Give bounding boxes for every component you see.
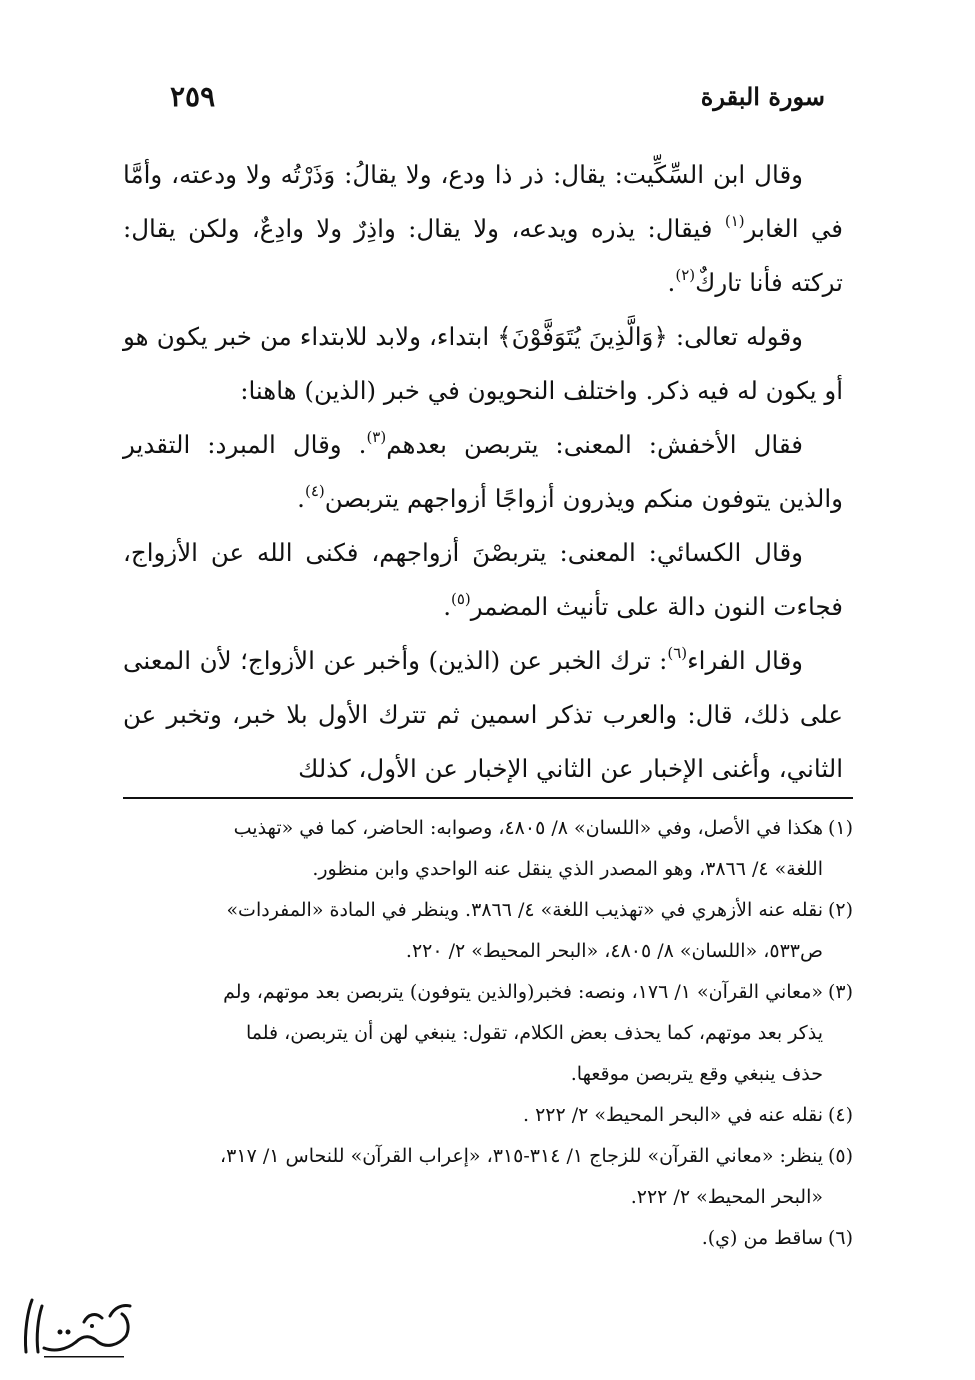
page-header (170, 82, 825, 122)
footnote-ref[interactable]: (٦) (667, 643, 688, 662)
text-line: فجاءت النون دالة على تأنيث المضمر (470, 592, 843, 621)
text-line: وأمَّا في الغابر (123, 160, 843, 243)
text-line: وقوله تعالى: ﴿وَالَّذِينَ يُتَوَفَّوْنَ﴾ ابتداء، ولابد للابتداء من خبر يكون (156, 322, 803, 351)
text-line: فقال الأخفش: المعنى: يتربصن بعدهم (386, 430, 803, 459)
footnote-text: «معاني القرآن» ١/ ١٧٦، ونصه: فخبر(والذين يتوفون) يتربصن بعد موتهم، ولم (223, 981, 823, 1003)
footnote-ref[interactable]: (٢) (675, 265, 696, 284)
text-line: : ترك الخبر عن (الذين) وأخبر عن الأزواج؛ لأن (199, 646, 668, 675)
text-line: . (667, 268, 676, 297)
footnote-text: ساقط من (ي). (701, 1227, 823, 1249)
footnote-3 (123, 972, 853, 1095)
paragraph-5 (123, 634, 843, 796)
footnote-divider (123, 797, 853, 799)
footnote-text: ص٥٣٣، «اللسان» ٨/ ٤٨٠٥، «البحر المحيط» ٢/ ٢٢٠. (405, 940, 823, 962)
footnote-text: اللغة» ٤/ ٣٨٦٦، وهو المصدر الذي ينقل عنه الواحدي وابن منظور. (312, 858, 823, 880)
footnote-1 (123, 808, 853, 890)
text-line: فيقال: يذره ويدعه، ولا يقال: واذِرٌ ولا وادِعٌ، ولكن (188, 214, 725, 243)
paragraph-3 (123, 418, 843, 526)
footnote-ref[interactable]: (١) (724, 211, 745, 230)
footnote-number: (٣) (827, 981, 853, 1003)
footnote-number: (٦) (827, 1227, 853, 1249)
footnote-text: حذف ينبغي وقع يتربصن موقعها. (570, 1063, 823, 1085)
paragraph-1 (123, 148, 843, 310)
text-line: هو أو يكون له فيه ذكر. واختلف النحويون في خبر (الذين) هاهنا: (123, 322, 843, 405)
footnote-2 (123, 890, 853, 972)
text-line: . (443, 592, 451, 621)
footnotes (123, 808, 853, 1259)
footnote-text: «البحر المحيط» ٢/ ٢٢٢. (630, 1186, 823, 1208)
paragraph-2 (123, 310, 843, 418)
almustafa-logo-icon (14, 1292, 144, 1362)
text-line: المعنى على ذلك، قال: والعرب تذكر اسمين ثم تترك الأول بلا خبر، (123, 646, 844, 729)
footnote-text: هكذا في الأصل، وفي «اللسان» ٨/ ٤٨٠٥، وصوابه: الحاضر، كما في «تهذيب (233, 817, 823, 839)
surah-name: سورة البقرة (700, 82, 825, 111)
text-line: وتخبر عن الثاني، وأغنى الإخبار عن الثاني الإخبار عن الأول، كذلك (123, 700, 843, 783)
paragraph-4 (123, 526, 843, 634)
footnote-4 (123, 1095, 853, 1136)
text-line: والذين يتوفون منكم ويذرون أزواجًا أزواجهم يتربصن (324, 484, 843, 513)
text-line: وقال الفراء (687, 646, 804, 675)
footnote-ref[interactable]: (٣) (366, 427, 387, 446)
footnote-number: (٥) (827, 1145, 853, 1167)
footnote-text: نقله عنه في «البحر المحيط» ٢/ ٢٢٢ . (522, 1104, 823, 1126)
footnote-text: يذكر بعد موتهم، كما يحذف بعض الكلام، تقول: ينبغي لهن أن يتربصن، فلما (245, 1022, 823, 1044)
footnote-ref[interactable]: (٥) (451, 589, 471, 608)
text-line: وقال الكسائي: المعنى: يتربصْنَ أزواجهم، فكنى الله عن الأزواج، (123, 538, 803, 567)
footnote-6 (123, 1218, 853, 1259)
text-line: وقال ابن السِّكِّيت: يقال: ذر ذا ودع، ولا يقالُ: وَذَرْتُه ولا ودعته، (171, 160, 803, 189)
footnote-ref[interactable]: (٤) (304, 481, 325, 500)
text-line: . (297, 484, 305, 513)
footnote-number: (٤) (827, 1104, 853, 1126)
text-line: يقال: تركته فأنا تاركٌ (123, 214, 843, 297)
page-number: ٢٥٩ (170, 80, 216, 113)
footnote-text: ينظر: «معاني القرآن» للزجاج ١/ ٣١٤-٣١٥، «إعراب القرآن» للنحاس ١/ ٣١٧، (220, 1145, 823, 1167)
footnote-number: (١) (827, 817, 853, 839)
main-text (123, 148, 843, 796)
footnote-text: نقله عنه الأزهري في «تهذيب اللغة» ٤/ ٣٨٦٦. وينظر في المادة «المفردات» (226, 899, 823, 921)
text-line: . وقال المبرد: التقدير (123, 430, 367, 459)
footnote-number: (٢) (827, 899, 853, 921)
footnote-5 (123, 1136, 853, 1218)
